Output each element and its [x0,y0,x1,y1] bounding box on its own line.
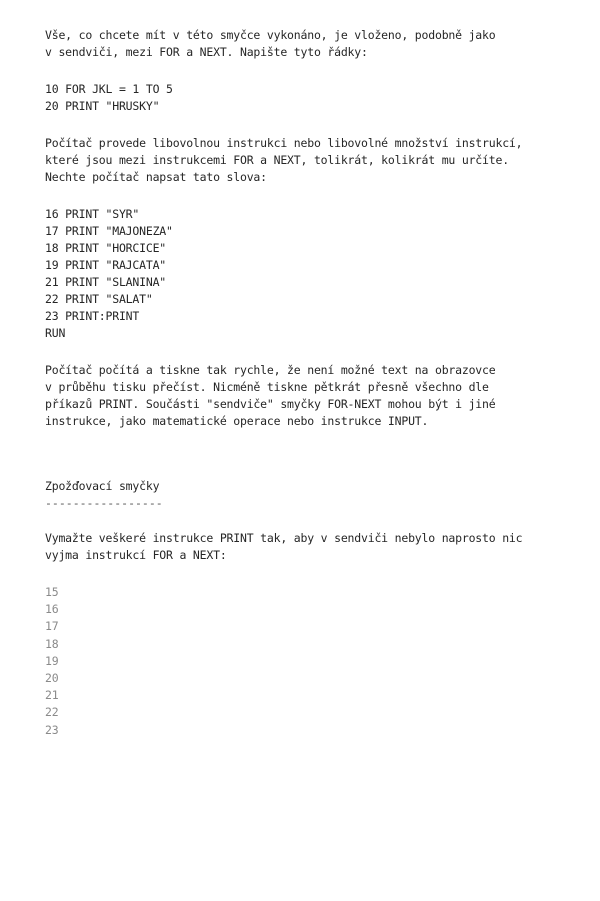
line-number: 17 [45,619,59,634]
code-line: 22 PRINT "SALAT" [45,292,153,306]
line-number-list [45,584,565,739]
code-line: 23 PRINT:PRINT [45,309,140,323]
section-title: Zpožďovací smyčky [45,479,160,493]
code-line: 20 PRINT "HRUSKY" [45,99,160,113]
paragraph-3-line-4: instrukce, jako matematické operace nebo instrukce INPUT. [45,414,429,428]
document-page [45,27,565,739]
line-number: 16 [45,602,59,617]
paragraph-2-line-1: Počítač provede libovolnou instrukci nebo libovolné množství instrukcí, [45,136,523,150]
code-line: RUN [45,326,66,340]
line-number: 18 [45,636,59,651]
paragraph-2 [45,135,565,186]
code-line: 18 PRINT "HORCICE" [45,241,167,255]
code-block-2 [45,206,565,342]
spacer [45,450,565,478]
paragraph-3-line-1: Počítač počítá a tiskne tak rychle, že není možné text na obrazovce [45,363,496,377]
line-number: 23 [45,722,59,737]
line-number: 15 [45,585,59,599]
paragraph-4 [45,530,565,564]
line-number: 19 [45,653,59,668]
intro-line-2: v sendviči, mezi FOR a NEXT. Napište tyto řádky: [45,45,368,59]
paragraph-3-line-2: v průběhu tisku přečíst. Nicméně tiskne pětkrát přesně všechno dle [45,380,489,394]
section-underline: ----------------- [45,496,163,510]
code-line: 16 PRINT "SYR" [45,207,140,221]
paragraph-4-line-2: vyjma instrukcí FOR a NEXT: [45,548,227,562]
code-line: 17 PRINT "MAJONEZA" [45,224,173,238]
paragraph-3 [45,362,565,430]
code-line: 19 PRINT "RAJCATA" [45,258,167,272]
paragraph-2-line-2: které jsou mezi instrukcemi FOR a NEXT, tolikrát, kolikrát mu určíte. [45,153,509,167]
code-line: 21 PRINT "SLANINA" [45,275,167,289]
intro-paragraph [45,27,565,61]
code-block-1 [45,81,565,115]
paragraph-4-line-1: Vymažte veškeré instrukce PRINT tak, aby v sendviči nebylo naprosto nic [45,531,523,545]
paragraph-3-line-3: příkazů PRINT. Součásti "sendviče" smyčky FOR-NEXT mohou být i jiné [45,397,496,411]
line-number: 21 [45,688,59,703]
section-heading [45,478,565,512]
line-number: 22 [45,705,59,720]
line-number: 20 [45,671,59,686]
code-line: 10 FOR JKL = 1 TO 5 [45,82,173,96]
intro-line-1: Vše, co chcete mít v této smyčce vykonáno, je vloženo, podobně jako [45,28,496,42]
paragraph-2-line-3: Nechte počítač napsat tato slova: [45,170,267,184]
